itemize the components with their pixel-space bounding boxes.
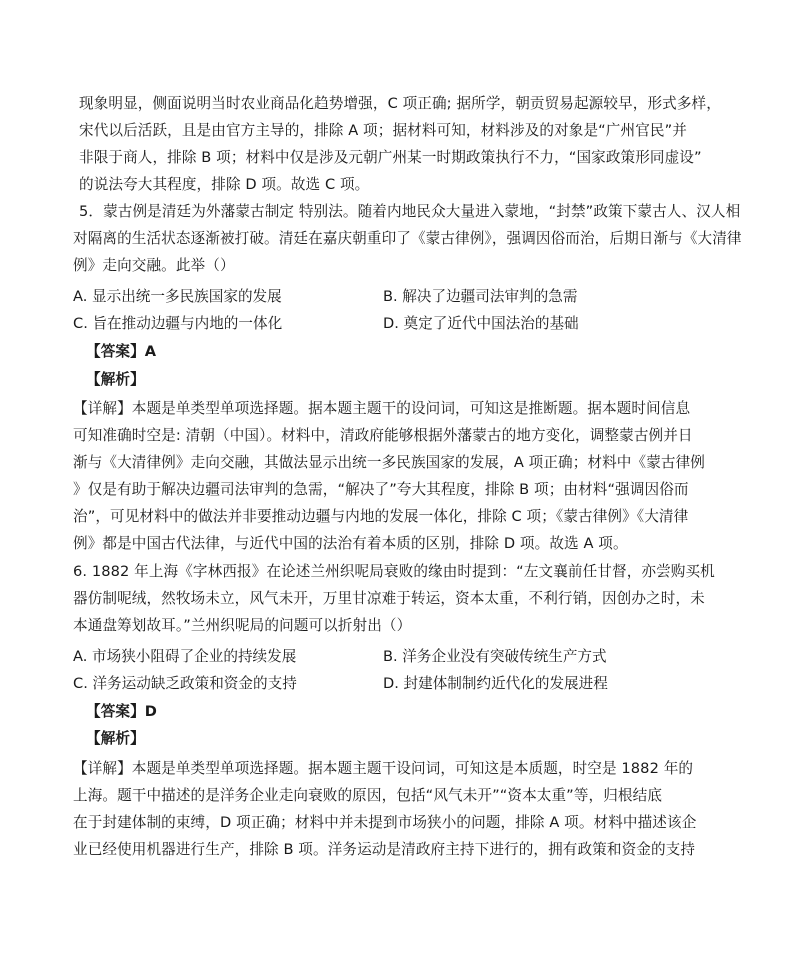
q5-analysis-label: 【解析】 — [86, 371, 145, 388]
q5-detail-line: 》仅是有助于解决边疆司法审判的急需，“解决了”夸大其程度，排除 B 项；由材料“强调因俗而 — [73, 481, 689, 498]
prev-analysis-line: 宋代以后活跃，且是由官方主导的，排除 A 项；据材料可知，材料涉及的对象是“广州官民”并 — [79, 122, 687, 139]
q6-detail-line: 业已经使用机器进行生产，排除 B 项。洋务运动是清政府主持下进行的，拥有政策和资金的支持 — [73, 841, 696, 858]
q5-option-b: B. 解决了边疆司法审判的急需 — [383, 288, 578, 305]
q5-detail-line: 治”，可见材料中的做法并非要推动边疆与内地的发展一体化，排除 C 项；《蒙古律例》《大清律 — [73, 508, 689, 525]
q5-detail-line: 例》都是中国古代法律，与近代中国的法治有着本质的区别，排除 D 项。故选 A 项。 — [73, 535, 628, 552]
q5-detail-line: 渐与《大清律例》走向交融，其做法显示出统一多民族国家的发展，A 项正确；材料中《蒙古律例 — [73, 454, 705, 471]
q6-answer: 【答案】D — [86, 703, 157, 720]
q6-option-a: A. 市场狭小阻碍了企业的持续发展 — [73, 648, 297, 665]
q5-option-d: D. 奠定了近代中国法治的基础 — [383, 315, 579, 332]
q6-detail-line: 【详解】本题是单类型单项选择题。据本题主题干设问词，可知这是本质题，时空是 1882 年的 — [73, 760, 694, 777]
q6-option-d: D. 封建体制制约近代化的发展进程 — [383, 675, 608, 692]
q5-answer: 【答案】A — [86, 343, 157, 360]
prev-analysis-line: 非限于商人，排除 B 项；材料中仅是涉及元朝广州某一时期政策执行不力，“国家政策形同虚设” — [79, 149, 702, 166]
q5-stem-line: 对隔离的生活状态逐渐被打破。清廷在嘉庆朝重印了《蒙古律例》，强调因俗而治，后期日渐与《大清律 — [73, 230, 742, 247]
q5-detail-line: 可知准确时空是: 清朝（中国）。材料中，清政府能够根据外藩蒙古的地方变化，调整蒙古例并日 — [73, 427, 693, 444]
q6-option-c: C. 洋务运动缺乏政策和资金的支持 — [73, 675, 297, 692]
q5-option-a: A. 显示出统一多民族国家的发展 — [73, 288, 282, 305]
q6-stem-line: 6. 1882 年上海《字林西报》在论述兰州织呢局衰败的缘由时提到：“左文襄前任甘督，亦尝购买机 — [73, 563, 715, 580]
prev-analysis-line: 现象明显，侧面说明当时农业商品化趋势增强，C 项正确; 据所学，朝贡贸易起源较早，形式多样， — [79, 95, 721, 112]
q5-option-c: C. 旨在推动边疆与内地的一体化 — [73, 315, 283, 332]
q6-detail-line: 在于封建体制的束缚，D 项正确；材料中并未提到市场狭小的问题，排除 A 项。材料中描述该企 — [73, 814, 697, 831]
q5-stem-line: 例》走向交融。此举（） — [73, 257, 235, 274]
prev-analysis-line: 的说法夸大其程度，排除 D 项。故选 C 项。 — [79, 176, 370, 193]
q6-detail-line: 上海。题干中描述的是洋务企业走向衰败的原因，包括“风气未开”“资本太重”等，归根结底 — [73, 787, 663, 804]
q5-detail-line: 【详解】本题是单类型单项选择题。据本题主题干的设问词，可知这是推断题。据本题时间信息 — [73, 400, 691, 417]
q6-option-b: B. 洋务企业没有突破传统生产方式 — [383, 648, 607, 665]
q5-stem-line: 5．蒙古例是清廷为外藩蒙古制定 特别法。随着内地民众大量进入蒙地，“封禁”政策下蒙古人、汉人相 — [79, 203, 741, 220]
q6-stem-line: 本通盘筹划故耳。”兰州织呢局的问题可以折射出（） — [73, 617, 412, 634]
q6-stem-line: 器仿制呢绒，然牧场未立，风气未开，万里甘凉难于转运，资本太重，不利行销，因创办之时，未 — [73, 590, 705, 607]
q6-analysis-label: 【解析】 — [86, 730, 145, 747]
